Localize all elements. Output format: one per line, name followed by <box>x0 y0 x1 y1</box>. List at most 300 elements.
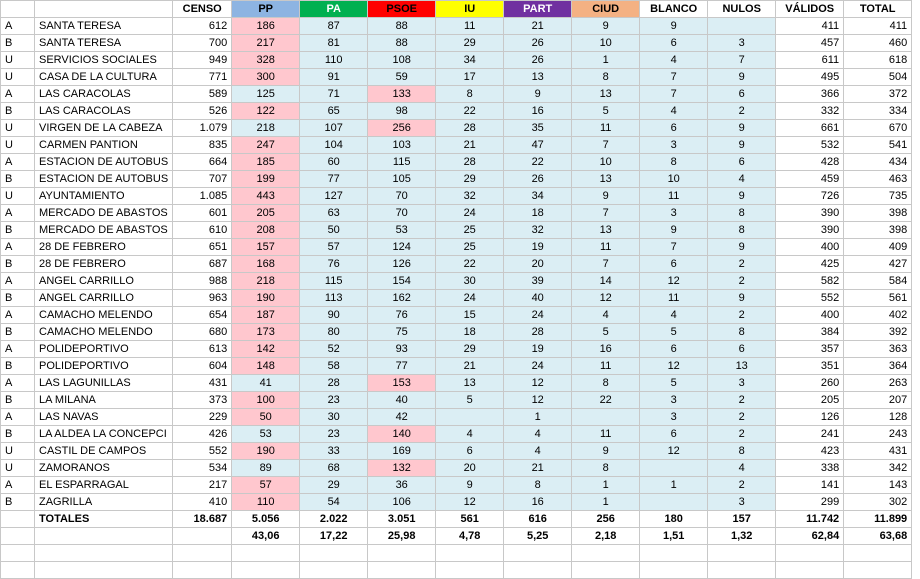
cell-iu[interactable]: 28 <box>436 154 504 171</box>
cell-type[interactable]: U <box>1 52 35 69</box>
cell-iu[interactable]: 32 <box>436 188 504 205</box>
cell-pa[interactable]: 87 <box>300 18 368 35</box>
cell-pp[interactable]: 100 <box>232 392 300 409</box>
cell-blanco[interactable]: 9 <box>640 222 708 239</box>
cell-pa[interactable]: 68 <box>300 460 368 477</box>
cell-iu[interactable]: 25 <box>436 239 504 256</box>
cell-iu[interactable]: 8 <box>436 86 504 103</box>
cell-pp[interactable]: 173 <box>232 324 300 341</box>
cell-iu[interactable]: 34 <box>436 52 504 69</box>
total-censo[interactable]: 18.687 <box>173 511 232 528</box>
cell-total[interactable]: 363 <box>844 341 912 358</box>
cell-location[interactable]: SANTA TERESA <box>35 18 173 35</box>
cell-blanco[interactable]: 5 <box>640 375 708 392</box>
cell-nulos[interactable]: 2 <box>708 426 776 443</box>
cell-validos[interactable]: 260 <box>776 375 844 392</box>
cell-nulos[interactable]: 4 <box>708 171 776 188</box>
cell-censo[interactable]: 963 <box>173 290 232 307</box>
cell-pp[interactable]: 208 <box>232 222 300 239</box>
cell-blanco[interactable]: 1 <box>640 477 708 494</box>
cell-ciud[interactable]: 16 <box>572 341 640 358</box>
cell-total[interactable]: 434 <box>844 154 912 171</box>
cell-blanco[interactable]: 8 <box>640 154 708 171</box>
cell-ciud[interactable]: 8 <box>572 69 640 86</box>
cell-blanco[interactable]: 4 <box>640 52 708 69</box>
cell-psoe[interactable]: 42 <box>368 409 436 426</box>
cell-location[interactable]: SANTA TERESA <box>35 35 173 52</box>
cell-location[interactable]: 28 DE FEBRERO <box>35 239 173 256</box>
cell-empty[interactable] <box>232 562 300 579</box>
cell-part[interactable]: 20 <box>504 256 572 273</box>
cell-iu[interactable]: 29 <box>436 171 504 188</box>
cell-part[interactable]: 40 <box>504 290 572 307</box>
cell-validos[interactable]: 332 <box>776 103 844 120</box>
cell-iu[interactable]: 22 <box>436 256 504 273</box>
cell-iu[interactable]: 24 <box>436 290 504 307</box>
cell-blank[interactable] <box>173 528 232 545</box>
cell-pa[interactable]: 127 <box>300 188 368 205</box>
cell-total[interactable]: 342 <box>844 460 912 477</box>
cell-type[interactable]: A <box>1 375 35 392</box>
cell-pa[interactable]: 81 <box>300 35 368 52</box>
cell-pa[interactable]: 77 <box>300 171 368 188</box>
cell-censo[interactable]: 431 <box>173 375 232 392</box>
percentage-ciud[interactable]: 2,18 <box>572 528 640 545</box>
cell-blanco[interactable]: 7 <box>640 239 708 256</box>
cell-pp[interactable]: 186 <box>232 18 300 35</box>
cell-nulos[interactable]: 2 <box>708 256 776 273</box>
cell-pp[interactable]: 157 <box>232 239 300 256</box>
cell-validos[interactable]: 351 <box>776 358 844 375</box>
cell-pa[interactable]: 52 <box>300 341 368 358</box>
cell-nulos[interactable]: 13 <box>708 358 776 375</box>
cell-validos[interactable]: 384 <box>776 324 844 341</box>
cell-total[interactable]: 411 <box>844 18 912 35</box>
cell-iu[interactable]: 12 <box>436 494 504 511</box>
cell-iu[interactable] <box>436 409 504 426</box>
cell-validos[interactable]: 241 <box>776 426 844 443</box>
cell-blanco[interactable]: 3 <box>640 137 708 154</box>
cell-pp[interactable]: 125 <box>232 86 300 103</box>
cell-location[interactable]: ANGEL CARRILLO <box>35 290 173 307</box>
cell-psoe[interactable]: 140 <box>368 426 436 443</box>
column-header-ciud[interactable]: CIUD <box>572 1 640 18</box>
cell-location[interactable]: LAS CARACOLAS <box>35 103 173 120</box>
cell-location[interactable]: AYUNTAMIENTO <box>35 188 173 205</box>
cell-ciud[interactable]: 1 <box>572 477 640 494</box>
cell-validos[interactable]: 205 <box>776 392 844 409</box>
cell-location[interactable]: LA MILANA <box>35 392 173 409</box>
cell-total[interactable]: 427 <box>844 256 912 273</box>
cell-total[interactable]: 504 <box>844 69 912 86</box>
cell-censo[interactable]: 526 <box>173 103 232 120</box>
cell-validos[interactable]: 126 <box>776 409 844 426</box>
cell-validos[interactable]: 366 <box>776 86 844 103</box>
cell-location[interactable]: ZAGRILLA <box>35 494 173 511</box>
cell-censo[interactable]: 771 <box>173 69 232 86</box>
cell-total[interactable]: 561 <box>844 290 912 307</box>
cell-total[interactable]: 618 <box>844 52 912 69</box>
cell-nulos[interactable]: 2 <box>708 392 776 409</box>
cell-empty[interactable] <box>844 562 912 579</box>
cell-ciud[interactable]: 1 <box>572 494 640 511</box>
cell-location[interactable]: ESTACION DE AUTOBUS <box>35 171 173 188</box>
percentage-validos[interactable]: 62,84 <box>776 528 844 545</box>
cell-empty[interactable] <box>436 545 504 562</box>
cell-validos[interactable]: 611 <box>776 52 844 69</box>
cell-nulos[interactable]: 9 <box>708 290 776 307</box>
cell-total[interactable]: 409 <box>844 239 912 256</box>
cell-ciud[interactable]: 11 <box>572 239 640 256</box>
cell-empty[interactable] <box>708 545 776 562</box>
cell-part[interactable]: 16 <box>504 494 572 511</box>
cell-ciud[interactable]: 7 <box>572 256 640 273</box>
cell-ciud[interactable]: 9 <box>572 18 640 35</box>
cell-part[interactable]: 35 <box>504 120 572 137</box>
cell-nulos[interactable]: 3 <box>708 35 776 52</box>
cell-validos[interactable]: 400 <box>776 239 844 256</box>
cell-ciud[interactable]: 1 <box>572 52 640 69</box>
cell-blanco[interactable] <box>640 460 708 477</box>
cell-pa[interactable]: 110 <box>300 52 368 69</box>
cell-total[interactable]: 334 <box>844 103 912 120</box>
cell-censo[interactable]: 604 <box>173 358 232 375</box>
cell-censo[interactable]: 988 <box>173 273 232 290</box>
cell-location[interactable]: LAS LAGUNILLAS <box>35 375 173 392</box>
cell-pp[interactable]: 122 <box>232 103 300 120</box>
cell-type[interactable]: U <box>1 460 35 477</box>
cell-pa[interactable]: 50 <box>300 222 368 239</box>
cell-type[interactable]: A <box>1 239 35 256</box>
cell-part[interactable]: 12 <box>504 392 572 409</box>
cell-ciud[interactable]: 11 <box>572 120 640 137</box>
cell-blank[interactable] <box>1 528 35 545</box>
cell-ciud[interactable]: 10 <box>572 35 640 52</box>
cell-location[interactable]: MERCADO DE ABASTOS <box>35 222 173 239</box>
cell-type[interactable]: U <box>1 120 35 137</box>
cell-iu[interactable]: 11 <box>436 18 504 35</box>
cell-total[interactable]: 263 <box>844 375 912 392</box>
totals-label[interactable]: TOTALES <box>35 511 173 528</box>
cell-type[interactable]: B <box>1 222 35 239</box>
cell-part[interactable]: 32 <box>504 222 572 239</box>
cell-pp[interactable]: 218 <box>232 120 300 137</box>
cell-psoe[interactable]: 36 <box>368 477 436 494</box>
cell-part[interactable]: 4 <box>504 443 572 460</box>
cell-psoe[interactable]: 70 <box>368 205 436 222</box>
cell-censo[interactable]: 552 <box>173 443 232 460</box>
cell-psoe[interactable]: 124 <box>368 239 436 256</box>
cell-empty[interactable] <box>572 545 640 562</box>
cell-blank[interactable] <box>1 511 35 528</box>
cell-censo[interactable]: 612 <box>173 18 232 35</box>
cell-location[interactable]: LAS CARACOLAS <box>35 86 173 103</box>
cell-nulos[interactable]: 6 <box>708 86 776 103</box>
cell-location[interactable]: CAMACHO MELENDO <box>35 307 173 324</box>
cell-psoe[interactable]: 88 <box>368 35 436 52</box>
cell-pa[interactable]: 60 <box>300 154 368 171</box>
cell-pa[interactable]: 113 <box>300 290 368 307</box>
cell-location[interactable]: MERCADO DE ABASTOS <box>35 205 173 222</box>
cell-pp[interactable]: 217 <box>232 35 300 52</box>
cell-pp[interactable]: 185 <box>232 154 300 171</box>
total-pa[interactable]: 2.022 <box>300 511 368 528</box>
cell-nulos[interactable]: 2 <box>708 273 776 290</box>
cell-empty[interactable] <box>776 545 844 562</box>
cell-total[interactable]: 364 <box>844 358 912 375</box>
cell-pp[interactable]: 168 <box>232 256 300 273</box>
cell-blanco[interactable]: 10 <box>640 171 708 188</box>
cell-empty[interactable] <box>1 545 35 562</box>
cell-censo[interactable]: 651 <box>173 239 232 256</box>
cell-iu[interactable]: 21 <box>436 137 504 154</box>
cell-empty[interactable] <box>776 562 844 579</box>
cell-part[interactable]: 8 <box>504 477 572 494</box>
cell-pa[interactable]: 90 <box>300 307 368 324</box>
cell-pa[interactable]: 28 <box>300 375 368 392</box>
cell-blanco[interactable]: 6 <box>640 256 708 273</box>
total-part[interactable]: 616 <box>504 511 572 528</box>
cell-location[interactable]: CASA DE LA CULTURA <box>35 69 173 86</box>
cell-pp[interactable]: 218 <box>232 273 300 290</box>
cell-psoe[interactable]: 103 <box>368 137 436 154</box>
cell-iu[interactable]: 28 <box>436 120 504 137</box>
cell-validos[interactable]: 582 <box>776 273 844 290</box>
cell-ciud[interactable]: 5 <box>572 324 640 341</box>
cell-validos[interactable]: 552 <box>776 290 844 307</box>
cell-nulos[interactable]: 8 <box>708 222 776 239</box>
total-blanco[interactable]: 180 <box>640 511 708 528</box>
cell-validos[interactable]: 299 <box>776 494 844 511</box>
cell-total[interactable]: 460 <box>844 35 912 52</box>
cell-psoe[interactable]: 153 <box>368 375 436 392</box>
cell-part[interactable]: 12 <box>504 375 572 392</box>
cell-blanco[interactable]: 3 <box>640 409 708 426</box>
cell-censo[interactable]: 700 <box>173 35 232 52</box>
cell-pp[interactable]: 53 <box>232 426 300 443</box>
cell-empty[interactable] <box>300 562 368 579</box>
cell-nulos[interactable]: 9 <box>708 188 776 205</box>
cell-ciud[interactable]: 12 <box>572 290 640 307</box>
cell-iu[interactable]: 29 <box>436 35 504 52</box>
cell-validos[interactable]: 495 <box>776 69 844 86</box>
cell-iu[interactable]: 15 <box>436 307 504 324</box>
cell-nulos[interactable]: 7 <box>708 52 776 69</box>
cell-pa[interactable]: 76 <box>300 256 368 273</box>
cell-nulos[interactable]: 9 <box>708 137 776 154</box>
cell-blanco[interactable]: 6 <box>640 120 708 137</box>
cell-pp[interactable]: 50 <box>232 409 300 426</box>
cell-empty[interactable] <box>300 545 368 562</box>
cell-censo[interactable]: 589 <box>173 86 232 103</box>
cell-ciud[interactable]: 13 <box>572 222 640 239</box>
cell-empty[interactable] <box>368 562 436 579</box>
cell-validos[interactable]: 390 <box>776 222 844 239</box>
cell-blanco[interactable]: 12 <box>640 443 708 460</box>
cell-type[interactable]: B <box>1 35 35 52</box>
percentage-blanco[interactable]: 1,51 <box>640 528 708 545</box>
cell-psoe[interactable]: 108 <box>368 52 436 69</box>
cell-ciud[interactable] <box>572 409 640 426</box>
cell-part[interactable]: 26 <box>504 171 572 188</box>
cell-blanco[interactable]: 11 <box>640 290 708 307</box>
cell-part[interactable]: 24 <box>504 358 572 375</box>
cell-part[interactable]: 34 <box>504 188 572 205</box>
total-iu[interactable]: 561 <box>436 511 504 528</box>
cell-type[interactable]: B <box>1 171 35 188</box>
cell-type[interactable]: U <box>1 69 35 86</box>
cell-pp[interactable]: 148 <box>232 358 300 375</box>
column-header-blank-1[interactable] <box>35 1 173 18</box>
cell-pa[interactable]: 107 <box>300 120 368 137</box>
cell-validos[interactable]: 400 <box>776 307 844 324</box>
cell-part[interactable]: 26 <box>504 35 572 52</box>
cell-location[interactable]: LAS NAVAS <box>35 409 173 426</box>
cell-type[interactable]: A <box>1 477 35 494</box>
cell-total[interactable]: 398 <box>844 205 912 222</box>
cell-location[interactable]: EL ESPARRAGAL <box>35 477 173 494</box>
cell-part[interactable]: 47 <box>504 137 572 154</box>
cell-censo[interactable]: 229 <box>173 409 232 426</box>
column-header-blank-0[interactable] <box>1 1 35 18</box>
cell-type[interactable]: B <box>1 426 35 443</box>
cell-empty[interactable] <box>1 562 35 579</box>
cell-blanco[interactable]: 6 <box>640 426 708 443</box>
cell-type[interactable]: A <box>1 273 35 290</box>
cell-psoe[interactable]: 169 <box>368 443 436 460</box>
cell-part[interactable]: 28 <box>504 324 572 341</box>
cell-censo[interactable]: 1.079 <box>173 120 232 137</box>
cell-iu[interactable]: 22 <box>436 103 504 120</box>
total-ciud[interactable]: 256 <box>572 511 640 528</box>
cell-nulos[interactable]: 2 <box>708 307 776 324</box>
cell-iu[interactable]: 24 <box>436 205 504 222</box>
percentage-pp[interactable]: 43,06 <box>232 528 300 545</box>
cell-validos[interactable]: 141 <box>776 477 844 494</box>
cell-pp[interactable]: 142 <box>232 341 300 358</box>
cell-iu[interactable]: 25 <box>436 222 504 239</box>
cell-censo[interactable]: 426 <box>173 426 232 443</box>
cell-location[interactable]: LA ALDEA LA CONCEPCI <box>35 426 173 443</box>
cell-censo[interactable]: 217 <box>173 477 232 494</box>
cell-iu[interactable]: 29 <box>436 341 504 358</box>
cell-psoe[interactable]: 40 <box>368 392 436 409</box>
column-header-pp[interactable]: PP <box>232 1 300 18</box>
cell-psoe[interactable]: 106 <box>368 494 436 511</box>
cell-validos[interactable]: 423 <box>776 443 844 460</box>
cell-ciud[interactable]: 5 <box>572 103 640 120</box>
cell-pa[interactable]: 29 <box>300 477 368 494</box>
cell-part[interactable]: 26 <box>504 52 572 69</box>
cell-pa[interactable]: 33 <box>300 443 368 460</box>
cell-nulos[interactable]: 6 <box>708 341 776 358</box>
cell-psoe[interactable]: 105 <box>368 171 436 188</box>
cell-location[interactable]: CASTIL DE CAMPOS <box>35 443 173 460</box>
cell-iu[interactable]: 20 <box>436 460 504 477</box>
cell-ciud[interactable]: 8 <box>572 460 640 477</box>
cell-type[interactable]: B <box>1 256 35 273</box>
cell-location[interactable]: ZAMORANOS <box>35 460 173 477</box>
cell-type[interactable]: B <box>1 103 35 120</box>
cell-location[interactable]: CARMEN PANTION <box>35 137 173 154</box>
cell-nulos[interactable]: 9 <box>708 120 776 137</box>
cell-total[interactable]: 143 <box>844 477 912 494</box>
cell-censo[interactable]: 601 <box>173 205 232 222</box>
cell-total[interactable]: 392 <box>844 324 912 341</box>
cell-ciud[interactable]: 11 <box>572 426 640 443</box>
percentage-part[interactable]: 5,25 <box>504 528 572 545</box>
cell-location[interactable]: SERVICIOS SOCIALES <box>35 52 173 69</box>
cell-validos[interactable]: 661 <box>776 120 844 137</box>
cell-type[interactable]: B <box>1 392 35 409</box>
cell-type[interactable]: B <box>1 358 35 375</box>
cell-blanco[interactable]: 6 <box>640 341 708 358</box>
cell-psoe[interactable]: 75 <box>368 324 436 341</box>
cell-part[interactable]: 39 <box>504 273 572 290</box>
cell-blanco[interactable]: 12 <box>640 273 708 290</box>
cell-empty[interactable] <box>504 545 572 562</box>
total-nulos[interactable]: 157 <box>708 511 776 528</box>
cell-blanco[interactable]: 7 <box>640 86 708 103</box>
cell-location[interactable]: ESTACION DE AUTOBUS <box>35 154 173 171</box>
cell-psoe[interactable]: 115 <box>368 154 436 171</box>
cell-total[interactable]: 463 <box>844 171 912 188</box>
cell-nulos[interactable]: 9 <box>708 239 776 256</box>
cell-part[interactable]: 9 <box>504 86 572 103</box>
cell-psoe[interactable]: 126 <box>368 256 436 273</box>
cell-pp[interactable]: 247 <box>232 137 300 154</box>
cell-pp[interactable]: 187 <box>232 307 300 324</box>
cell-blanco[interactable]: 3 <box>640 205 708 222</box>
cell-pa[interactable]: 80 <box>300 324 368 341</box>
cell-blanco[interactable]: 7 <box>640 69 708 86</box>
cell-type[interactable]: A <box>1 86 35 103</box>
column-header-psoe[interactable]: PSOE <box>368 1 436 18</box>
percentage-psoe[interactable]: 25,98 <box>368 528 436 545</box>
cell-type[interactable]: A <box>1 409 35 426</box>
cell-type[interactable]: B <box>1 494 35 511</box>
cell-part[interactable]: 1 <box>504 409 572 426</box>
cell-type[interactable]: A <box>1 18 35 35</box>
cell-censo[interactable]: 613 <box>173 341 232 358</box>
cell-empty[interactable] <box>640 545 708 562</box>
cell-type[interactable]: B <box>1 290 35 307</box>
cell-pa[interactable]: 58 <box>300 358 368 375</box>
cell-censo[interactable]: 654 <box>173 307 232 324</box>
cell-type[interactable]: A <box>1 205 35 222</box>
cell-empty[interactable] <box>708 562 776 579</box>
cell-total[interactable]: 128 <box>844 409 912 426</box>
cell-total[interactable]: 431 <box>844 443 912 460</box>
cell-location[interactable]: POLIDEPORTIVO <box>35 341 173 358</box>
cell-total[interactable]: 243 <box>844 426 912 443</box>
cell-empty[interactable] <box>368 545 436 562</box>
cell-pa[interactable]: 30 <box>300 409 368 426</box>
column-header-total[interactable]: TOTAL <box>844 1 912 18</box>
cell-ciud[interactable]: 7 <box>572 137 640 154</box>
cell-iu[interactable]: 21 <box>436 358 504 375</box>
cell-nulos[interactable] <box>708 18 776 35</box>
cell-empty[interactable] <box>35 545 173 562</box>
column-header-censo[interactable]: CENSO <box>173 1 232 18</box>
cell-location[interactable]: 28 DE FEBRERO <box>35 256 173 273</box>
cell-nulos[interactable]: 2 <box>708 409 776 426</box>
cell-type[interactable]: U <box>1 443 35 460</box>
cell-total[interactable]: 207 <box>844 392 912 409</box>
cell-nulos[interactable]: 8 <box>708 443 776 460</box>
cell-iu[interactable]: 9 <box>436 477 504 494</box>
cell-empty[interactable] <box>173 545 232 562</box>
